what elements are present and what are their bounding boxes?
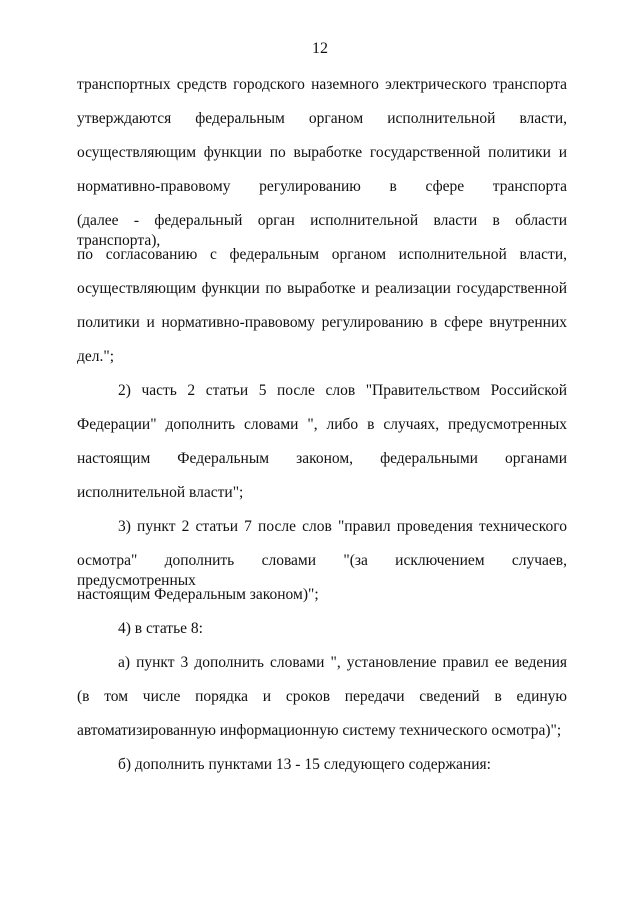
text-line [77,245,567,279]
text-line [77,517,567,551]
text-line-content: б) дополнить пунктами 13 - 15 следующего содержания: [118,756,491,773]
text-line [77,619,567,653]
text-line-content: Федерации" дополнить словами ", либо в случаях, предусмотренных [77,416,567,433]
text-line [77,687,567,721]
text-line-content: настоящим Федеральным законом)"; [77,586,319,603]
text-line-content: (далее - федеральный орган исполнительной власти в области транспорта), [77,212,567,249]
document-body [77,75,567,789]
text-line [77,75,567,109]
text-line-content: автоматизированную информационную систему технического осмотра)"; [77,722,562,739]
text-line-content: по согласованию с федеральным органом исполнительной власти, [77,246,567,263]
page-number: 12 [312,40,328,57]
text-line [77,551,567,589]
text-line [77,449,567,483]
text-line-content: утверждаются федеральным органом исполнительной власти, [77,110,567,127]
text-line-content: осуществляющим функции по выработке и реализации государственной [77,280,567,297]
text-line-content: настоящим Федеральным законом, федеральными органами [77,450,567,467]
text-line [77,483,567,517]
text-line-content: осмотра" дополнить словами "(за исключением случаев, предусмотренных [77,552,567,589]
text-line-content: осуществляющим функции по выработке государственной политики и [77,144,567,161]
text-line-content: нормативно-правовому регулированию в сфере транспорта [77,178,567,195]
text-line [77,279,567,313]
text-line [77,585,567,619]
text-line [77,721,567,755]
text-line-content: политики и нормативно-правовому регулированию в сфере внутренних [77,314,567,331]
text-line [77,755,567,789]
text-line-content: исполнительной власти"; [77,484,244,501]
text-line-content: транспортных средств городского наземного электрического транспорта [77,76,567,93]
text-line [77,211,567,249]
text-line-content: дел."; [77,348,115,365]
text-line-content: 4) в статье 8: [118,620,203,637]
text-line [77,177,567,211]
text-line-content: 2) часть 2 статьи 5 после слов "Правительством Российской [118,382,567,399]
text-line [77,653,567,687]
text-line [77,415,567,449]
text-line [77,313,567,347]
text-line-content: а) пункт 3 дополнить словами ", установление правил ее ведения [118,654,567,671]
text-line [77,109,567,143]
text-line [77,381,567,415]
text-line [77,143,567,177]
text-line-content: 3) пункт 2 статьи 7 после слов "правил проведения технического [118,518,567,535]
text-line-content: (в том числе порядка и сроков передачи сведений в единую [77,688,567,705]
text-line [77,347,567,381]
